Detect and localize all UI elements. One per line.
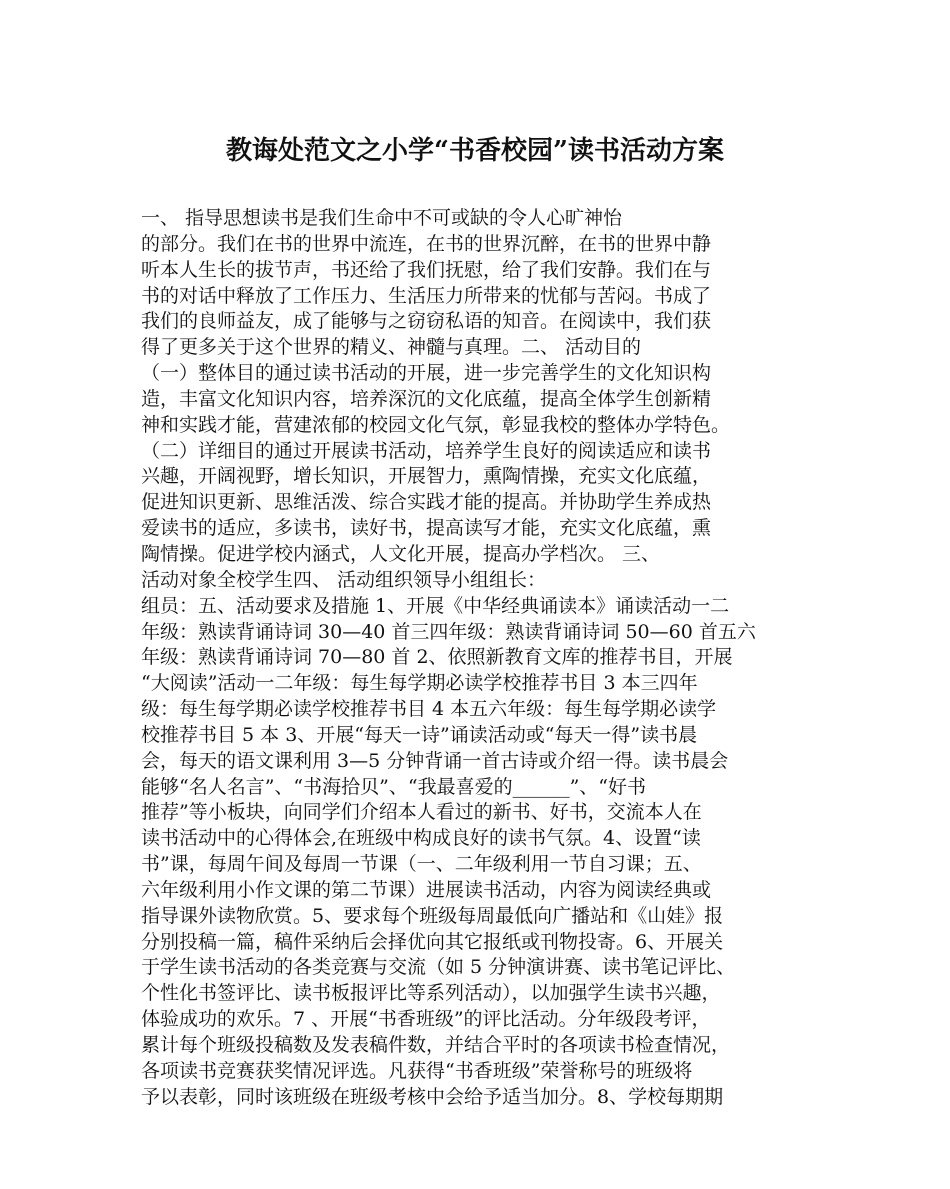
body-line: 于学生读书活动的各类竞赛与交流（如 5 分钟演讲赛、读书笔记评比、 bbox=[141, 956, 736, 979]
body-line: 爱读书的适应，多读书，读好书，提高读写才能，充实文化底蕴，熏 bbox=[141, 517, 712, 540]
body-line: 听本人生长的拔节声，书还给了我们抚慰，给了我们安静。我们在与 bbox=[141, 258, 712, 281]
body-line: 组员：五、活动要求及措施 1、开展《中华经典诵读本》诵读活动一二 bbox=[141, 594, 730, 617]
body-line: 分别投稿一篇，稿件采纳后会择优向其它报纸或刊物投寄。6、开展关 bbox=[141, 930, 724, 953]
body-line: 我们的良师益友，成了能够与之窃窃私语的知音。在阅读中，我们获 bbox=[141, 310, 712, 333]
body-line: 予以表彰，同时该班级在班级考核中会给予适当加分。8、学校每期期 bbox=[141, 1085, 724, 1108]
body-line: 的部分。我们在书的世界中流连，在书的世界沉醉，在书的世界中静 bbox=[141, 232, 712, 255]
body-line: 读书活动中的心得体会,在班级中构成良好的读书气氛。4、设置“读 bbox=[141, 827, 701, 850]
body-line: 得了更多关于这个世界的精义、神髓与真理。二、 活动目的 bbox=[141, 336, 642, 359]
body-line: 累计每个班级投稿数及发表稿件数，并结合平时的各项读书检查情况， bbox=[141, 1034, 731, 1056]
body-line: 推荐”等小板块，向同学们介绍本人看过的新书、好书，交流本人在 bbox=[141, 801, 702, 824]
body-line: 书”课，每周午间及每周一节课（一、二年级利用一节自习课；五、 bbox=[141, 853, 702, 876]
body-line: 年级：熟读背诵诗词 30—40 首三四年级：熟读背诵诗词 50—60 首五六 bbox=[141, 620, 756, 643]
document-body bbox=[141, 206, 831, 1111]
body-line: 一、 指导思想读书是我们生命中不可或缺的令人心旷神怡 bbox=[141, 207, 623, 229]
body-line: 能够“名人名言”、“书海拾贝”、“我最喜爱的______”、“好书 bbox=[141, 775, 646, 798]
body-line: （二）详细目的通过开展读书活动，培养学生良好的阅读适应和读书 bbox=[141, 439, 712, 462]
body-line: 书的对话中释放了工作压力、生活压力所带来的忧郁与苦闷。书成了 bbox=[141, 284, 712, 307]
body-line: （一）整体目的通过读书活动的开展，进一步完善学生的文化知识构 bbox=[141, 362, 712, 385]
body-line: “大阅读”活动一二年级：每生每学期必读学校推荐书目 3 本三四年 bbox=[141, 672, 698, 695]
body-line: 级：每生每学期必读学校推荐书目 4 本五六年级：每生每学期必读学 bbox=[141, 698, 717, 721]
body-line: 造，丰富文化知识内容，培养深沉的文化底蕴，提高全体学生创新精 bbox=[141, 387, 712, 410]
body-line: 陶情操。促进学校内涵式，人文化开展，提高办学档次。 三、 bbox=[141, 542, 661, 565]
body-line: 会，每天的语文课利用 3—5 分钟背诵一首古诗或介绍一得。读书晨会 bbox=[141, 749, 729, 772]
body-line: 指导课外读物欣赏。5、要求每个班级每周最低向广播站和《山娃》报 bbox=[141, 904, 724, 927]
body-line: 神和实践才能，营建浓郁的校园文化气氛，彰显我校的整体办学特色。 bbox=[141, 413, 731, 436]
body-line: 兴趣，开阔视野，增长知识，开展智力，熏陶情操，充实文化底蕴， bbox=[141, 465, 712, 488]
body-line: 促进知识更新、思维活泼、综合实践才能的提高。并协助学生养成热 bbox=[141, 491, 712, 514]
body-line: 活动对象全校学生四、 活动组织领导小组组长： bbox=[141, 568, 547, 591]
body-line: 各项读书竞赛获奖情况评选。凡获得“书香班级”荣誉称号的班级将 bbox=[141, 1059, 693, 1082]
body-line: 校推荐书目 5 本 3、开展“每天一诗”诵读活动或“每天一得”读书晨 bbox=[141, 723, 698, 746]
body-line: 六年级利用小作文课的第二节课）进展读书活动，内容为阅读经典或 bbox=[141, 878, 712, 901]
body-line: 个性化书签评比、读书板报评比等系列活动），以加强学生读书兴趣， bbox=[141, 982, 721, 1005]
document-title: 教诲处范文之小学“书香校园”读书活动方案 bbox=[226, 136, 724, 166]
body-line: 年级：熟读背诵诗词 70—80 首 2、依照新教育文库的推荐书目，开展 bbox=[141, 646, 733, 669]
body-line: 体验成功的欢乐。7 、开展“书香班级”的评比活动。分年级段考评， bbox=[141, 1008, 711, 1031]
